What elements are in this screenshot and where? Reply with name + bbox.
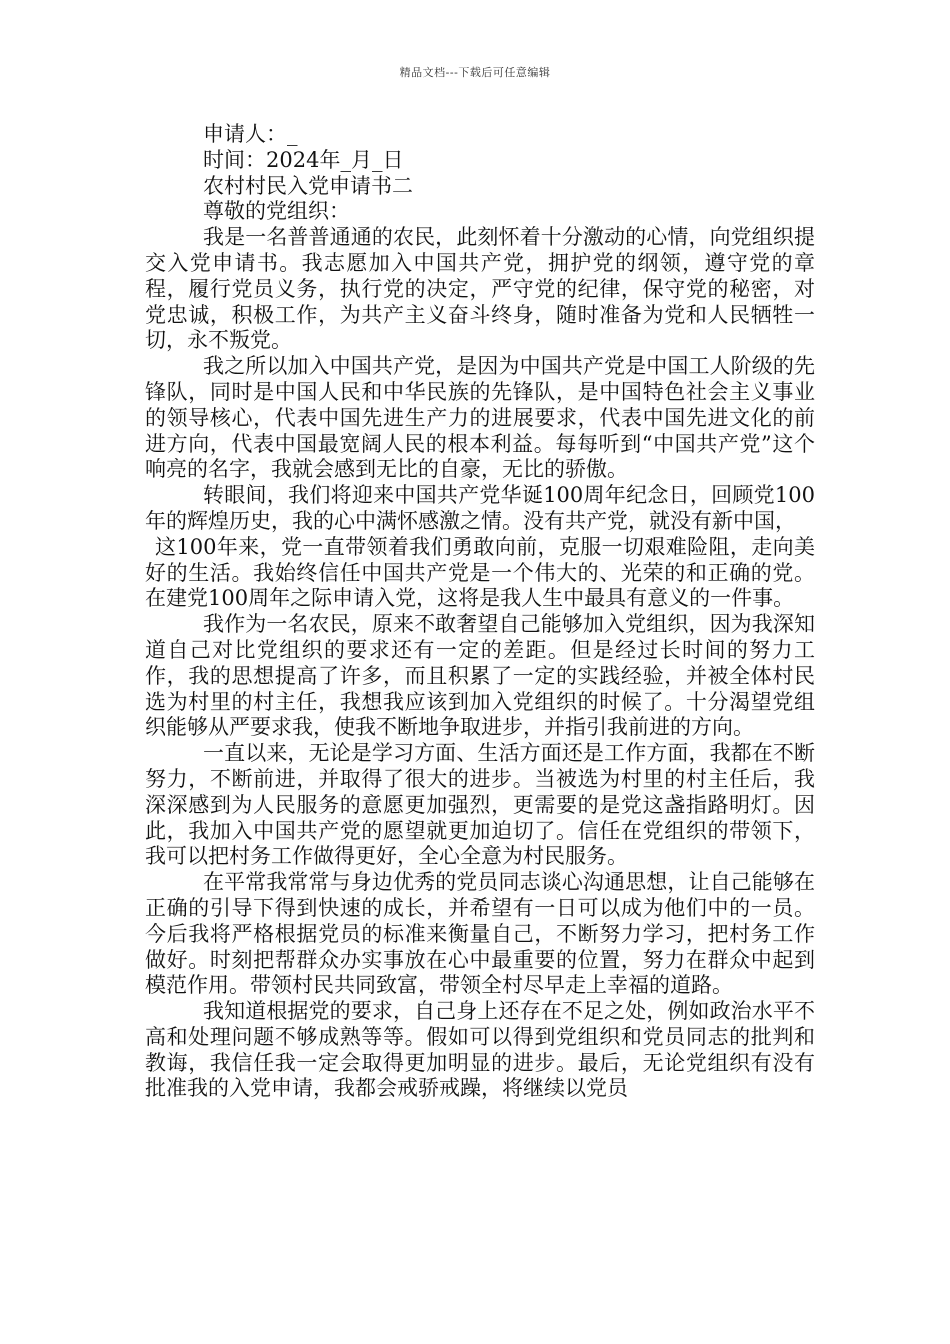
document-body [145, 122, 815, 1102]
applicant-line: 申请人：_ [203, 122, 298, 146]
paragraph: 一直以来，无论是学习方面、生活方面还是工作方面，我都在不断努力，不断前进，并取得了很大的进步。当被选为村里的村主任后，我深深感到为人民服务的意愿更加强烈，更需要的是党这盏指路明灯。因此，我加入中国共产党的愿望就更加迫切了。信任在党组织的带领下，我可以把村务工作做得更好，全心全意为村民服务。 [145, 741, 815, 869]
paragraph: 在平常我常常与身边优秀的党员同志谈心沟通思想，让自己能够在正确的引导下得到快速的成长，并希望有一日可以成为他们中的一员。今后我将严格根据党员的标准来衡量自己，不断努力学习，把村务工作做好。时刻把帮群众办实事放在心中最重要的位置，努力在群众中起到模范作用。带领村民共同致富，带领全村尽早走上幸福的道路。 [145, 870, 815, 998]
paragraph: 我知道根据党的要求，自己身上还存在不足之处，例如政治水平不高和处理问题不够成熟等等。假如可以得到党组织和党员同志的批判和教诲，我信任我一定会取得更加明显的进步。最后，无论党组织有没有批准我的入党申请，我都会戒骄戒躁，将继续以党员 [145, 999, 815, 1101]
paragraph: 这100年来，党一直带领着我们勇敢向前，克服一切艰难险阻，走向美好的生活。我始终信任中国共产党是一个伟大的、光荣的和正确的党。在建党100周年之际申请入党，这将是我人生中最具有意义的一件事。 [145, 534, 815, 611]
salutation: 尊敬的党组织： [203, 199, 350, 224]
document-title: 农村村民入党申请书二 [203, 173, 413, 198]
paragraph: 我作为一名农民，原来不敢奢望自己能够加入党组织，因为我深知道自己对比党组织的要求还有一定的差距。但是经过长时间的努力工作，我的思想提高了许多，而且积累了一定的实践经验，并被全体村民选为村里的村主任，我想我应该到加入党组织的时候了。十分渴望党组织能够从严要求我，使我不断地争取进步，并指引我前进的方向。 [145, 612, 815, 740]
date-line: 时间：2024年_月_日 [203, 147, 404, 172]
paragraph: 转眼间，我们将迎来中国共产党华诞100周年纪念日，回顾党100年的辉煌历史，我的心中满怀感激之情。没有共产党，就没有新中国， [145, 483, 815, 533]
document-header-note: 精品文档---下载后可任意编辑 [399, 66, 551, 79]
paragraph: 我之所以加入中国共产党，是因为中国共产党是中国工人阶级的先锋队，同时是中国人民和中华民族的先锋队，是中国特色社会主义事业的领导核心，代表中国先进生产力的进展要求，代表中国先进文化的前进方向，代表中国最宽阔人民的根本利益。每每听到“中国共产党”这个响亮的名字，我就会感到无比的自豪，无比的骄傲。 [145, 354, 815, 482]
paragraph: 我是一名普普通通的农民，此刻怀着十分激动的心情，向党组织提交入党申请书。我志愿加入中国共产党，拥护党的纲领，遵守党的章程，履行党员义务，执行党的决定，严守党的纪律，保守党的秘密，对党忠诚，积极工作，为共产主义奋斗终身，随时准备为党和人民牺牲一切，永不叛党。 [145, 225, 815, 353]
